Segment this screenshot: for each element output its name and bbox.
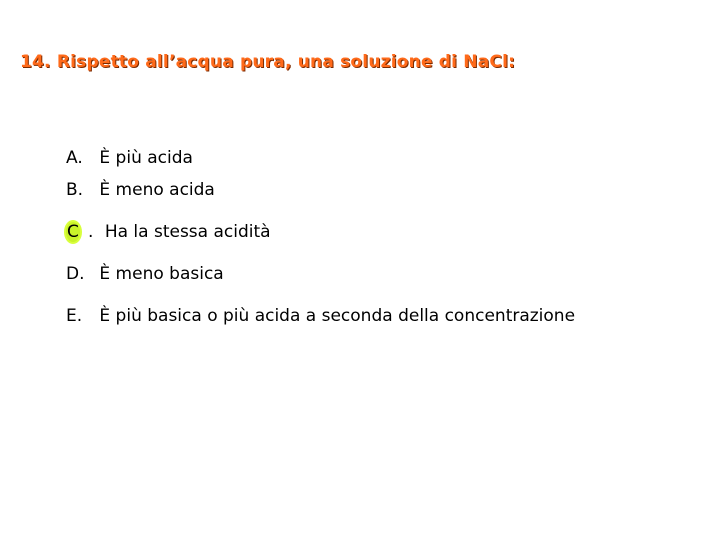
option-c — [66, 216, 575, 248]
option-text: È meno basica — [99, 264, 224, 284]
option-e — [66, 300, 575, 332]
option-letter-highlighted — [66, 216, 94, 248]
option-letter: A. — [66, 148, 83, 168]
option-letter: B. — [66, 180, 84, 200]
option-letter-suffix: . — [88, 222, 94, 242]
option-letter: D. — [66, 264, 85, 284]
option-text: Ha la stessa acidità — [104, 222, 271, 242]
option-d — [66, 258, 575, 290]
correct-answer-highlight: C — [67, 222, 79, 242]
option-letter: E. — [66, 306, 83, 326]
question-title: 14. Rispetto all’acqua pura, una soluzione di NaCl: — [20, 52, 516, 72]
option-text: È più acida — [99, 148, 193, 168]
option-text: È più basica o più acida a seconda della concentrazione — [99, 306, 576, 326]
option-a — [66, 142, 575, 174]
option-b — [66, 174, 575, 206]
answer-options — [66, 142, 575, 332]
option-text: È meno acida — [99, 180, 215, 200]
